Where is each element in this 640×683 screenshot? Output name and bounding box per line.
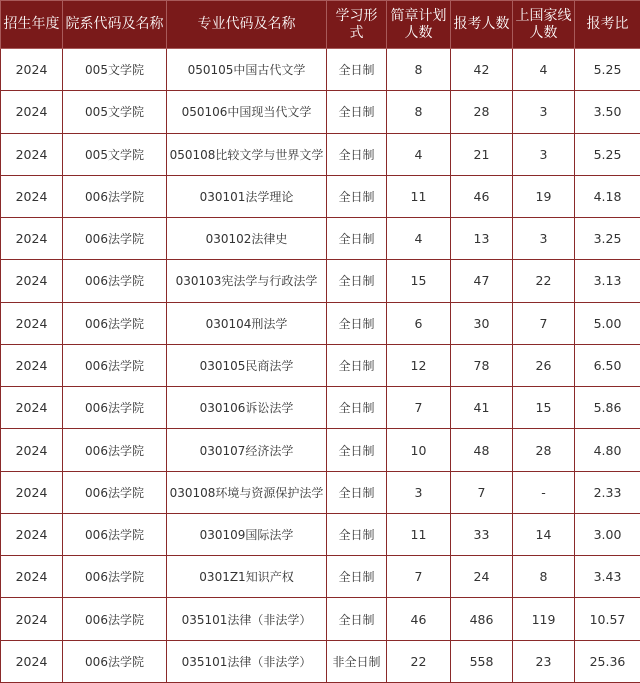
table-row xyxy=(1,133,640,175)
cell-major: 030105民商法学 xyxy=(167,344,327,386)
cell-department: 006法学院 xyxy=(63,387,167,429)
header-study-mode: 学习形式 xyxy=(327,1,387,49)
cell-major: 030102法律史 xyxy=(167,218,327,260)
cell-major: 0301Z1知识产权 xyxy=(167,556,327,598)
cell-department: 006法学院 xyxy=(63,640,167,682)
cell-planned-enrollment: 12 xyxy=(387,344,451,386)
cell-ratio: 25.36 xyxy=(575,640,640,682)
cell-year: 2024 xyxy=(1,133,63,175)
cell-above-national-line: - xyxy=(513,471,575,513)
cell-planned-enrollment: 11 xyxy=(387,175,451,217)
table-row xyxy=(1,302,640,344)
table-row xyxy=(1,556,640,598)
cell-department: 005文学院 xyxy=(63,133,167,175)
cell-planned-enrollment: 7 xyxy=(387,556,451,598)
cell-study-mode: 全日制 xyxy=(327,218,387,260)
cell-planned-enrollment: 7 xyxy=(387,387,451,429)
cell-above-national-line: 8 xyxy=(513,556,575,598)
cell-department: 006法学院 xyxy=(63,513,167,555)
cell-major: 050106中国现当代文学 xyxy=(167,91,327,133)
cell-study-mode: 非全日制 xyxy=(327,640,387,682)
cell-major: 030109国际法学 xyxy=(167,513,327,555)
cell-planned-enrollment: 22 xyxy=(387,640,451,682)
table-body xyxy=(1,49,640,683)
cell-applicants: 486 xyxy=(451,598,513,640)
cell-major: 030103宪法学与行政法学 xyxy=(167,260,327,302)
cell-department: 005文学院 xyxy=(63,91,167,133)
table-row xyxy=(1,344,640,386)
header-year: 招生年度 xyxy=(1,1,63,49)
cell-above-national-line: 119 xyxy=(513,598,575,640)
cell-ratio: 4.80 xyxy=(575,429,640,471)
cell-applicants: 7 xyxy=(451,471,513,513)
table-header xyxy=(1,1,640,49)
cell-planned-enrollment: 3 xyxy=(387,471,451,513)
cell-planned-enrollment: 8 xyxy=(387,49,451,91)
header-planned-enrollment: 简章计划 人数 xyxy=(387,1,451,49)
cell-ratio: 5.25 xyxy=(575,133,640,175)
cell-study-mode: 全日制 xyxy=(327,344,387,386)
cell-planned-enrollment: 4 xyxy=(387,133,451,175)
cell-ratio: 5.25 xyxy=(575,49,640,91)
cell-above-national-line: 4 xyxy=(513,49,575,91)
cell-study-mode: 全日制 xyxy=(327,556,387,598)
cell-ratio: 3.25 xyxy=(575,218,640,260)
cell-study-mode: 全日制 xyxy=(327,302,387,344)
cell-above-national-line: 15 xyxy=(513,387,575,429)
cell-planned-enrollment: 6 xyxy=(387,302,451,344)
cell-above-national-line: 3 xyxy=(513,133,575,175)
cell-year: 2024 xyxy=(1,513,63,555)
cell-applicants: 558 xyxy=(451,640,513,682)
table-row xyxy=(1,387,640,429)
header-ratio: 报考比 xyxy=(575,1,640,49)
table-row xyxy=(1,640,640,682)
cell-ratio: 4.18 xyxy=(575,175,640,217)
cell-above-national-line: 3 xyxy=(513,91,575,133)
cell-above-national-line: 3 xyxy=(513,218,575,260)
cell-major: 030101法学理论 xyxy=(167,175,327,217)
header-department: 院系代码及名称 xyxy=(63,1,167,49)
cell-above-national-line: 7 xyxy=(513,302,575,344)
cell-above-national-line: 22 xyxy=(513,260,575,302)
cell-applicants: 24 xyxy=(451,556,513,598)
cell-year: 2024 xyxy=(1,344,63,386)
cell-major: 030107经济法学 xyxy=(167,429,327,471)
header-applicants: 报考人数 xyxy=(451,1,513,49)
cell-department: 006法学院 xyxy=(63,471,167,513)
cell-study-mode: 全日制 xyxy=(327,513,387,555)
cell-study-mode: 全日制 xyxy=(327,49,387,91)
cell-major: 050108比较文学与世界文学 xyxy=(167,133,327,175)
cell-year: 2024 xyxy=(1,91,63,133)
header-above-national-line: 上国家线 人数 xyxy=(513,1,575,49)
cell-department: 005文学院 xyxy=(63,49,167,91)
table-row xyxy=(1,513,640,555)
cell-planned-enrollment: 46 xyxy=(387,598,451,640)
cell-department: 006法学院 xyxy=(63,218,167,260)
cell-applicants: 28 xyxy=(451,91,513,133)
cell-department: 006法学院 xyxy=(63,556,167,598)
cell-study-mode: 全日制 xyxy=(327,91,387,133)
cell-above-national-line: 28 xyxy=(513,429,575,471)
cell-major: 030104刑法学 xyxy=(167,302,327,344)
table-row xyxy=(1,49,640,91)
cell-study-mode: 全日制 xyxy=(327,260,387,302)
cell-year: 2024 xyxy=(1,640,63,682)
cell-planned-enrollment: 4 xyxy=(387,218,451,260)
cell-year: 2024 xyxy=(1,429,63,471)
cell-applicants: 41 xyxy=(451,387,513,429)
cell-year: 2024 xyxy=(1,49,63,91)
cell-applicants: 42 xyxy=(451,49,513,91)
cell-department: 006法学院 xyxy=(63,260,167,302)
cell-applicants: 33 xyxy=(451,513,513,555)
cell-major: 030108环境与资源保护法学 xyxy=(167,471,327,513)
cell-study-mode: 全日制 xyxy=(327,175,387,217)
cell-applicants: 13 xyxy=(451,218,513,260)
cell-year: 2024 xyxy=(1,302,63,344)
cell-ratio: 3.13 xyxy=(575,260,640,302)
table-row xyxy=(1,260,640,302)
cell-planned-enrollment: 15 xyxy=(387,260,451,302)
cell-year: 2024 xyxy=(1,175,63,217)
cell-applicants: 30 xyxy=(451,302,513,344)
cell-ratio: 2.33 xyxy=(575,471,640,513)
cell-above-national-line: 14 xyxy=(513,513,575,555)
cell-applicants: 21 xyxy=(451,133,513,175)
cell-year: 2024 xyxy=(1,471,63,513)
cell-year: 2024 xyxy=(1,598,63,640)
header-row xyxy=(1,1,640,49)
cell-year: 2024 xyxy=(1,387,63,429)
cell-major: 030106诉讼法学 xyxy=(167,387,327,429)
cell-applicants: 48 xyxy=(451,429,513,471)
header-major: 专业代码及名称 xyxy=(167,1,327,49)
cell-year: 2024 xyxy=(1,218,63,260)
cell-department: 006法学院 xyxy=(63,344,167,386)
cell-planned-enrollment: 11 xyxy=(387,513,451,555)
table-row xyxy=(1,175,640,217)
cell-applicants: 78 xyxy=(451,344,513,386)
cell-applicants: 47 xyxy=(451,260,513,302)
cell-above-national-line: 23 xyxy=(513,640,575,682)
cell-major: 035101法律（非法学） xyxy=(167,640,327,682)
cell-planned-enrollment: 8 xyxy=(387,91,451,133)
cell-department: 006法学院 xyxy=(63,302,167,344)
cell-ratio: 3.43 xyxy=(575,556,640,598)
cell-applicants: 46 xyxy=(451,175,513,217)
table-row xyxy=(1,598,640,640)
cell-study-mode: 全日制 xyxy=(327,471,387,513)
cell-above-national-line: 19 xyxy=(513,175,575,217)
cell-department: 006法学院 xyxy=(63,175,167,217)
table-row xyxy=(1,429,640,471)
cell-ratio: 6.50 xyxy=(575,344,640,386)
cell-ratio: 3.00 xyxy=(575,513,640,555)
cell-planned-enrollment: 10 xyxy=(387,429,451,471)
cell-ratio: 10.57 xyxy=(575,598,640,640)
cell-major: 050105中国古代文学 xyxy=(167,49,327,91)
cell-department: 006法学院 xyxy=(63,429,167,471)
cell-department: 006法学院 xyxy=(63,598,167,640)
cell-major: 035101法律（非法学） xyxy=(167,598,327,640)
cell-above-national-line: 26 xyxy=(513,344,575,386)
cell-study-mode: 全日制 xyxy=(327,133,387,175)
cell-ratio: 5.86 xyxy=(575,387,640,429)
cell-year: 2024 xyxy=(1,260,63,302)
cell-ratio: 5.00 xyxy=(575,302,640,344)
cell-study-mode: 全日制 xyxy=(327,387,387,429)
table-row xyxy=(1,218,640,260)
cell-ratio: 3.50 xyxy=(575,91,640,133)
cell-year: 2024 xyxy=(1,556,63,598)
cell-study-mode: 全日制 xyxy=(327,598,387,640)
cell-study-mode: 全日制 xyxy=(327,429,387,471)
table-row xyxy=(1,91,640,133)
table-row xyxy=(1,471,640,513)
